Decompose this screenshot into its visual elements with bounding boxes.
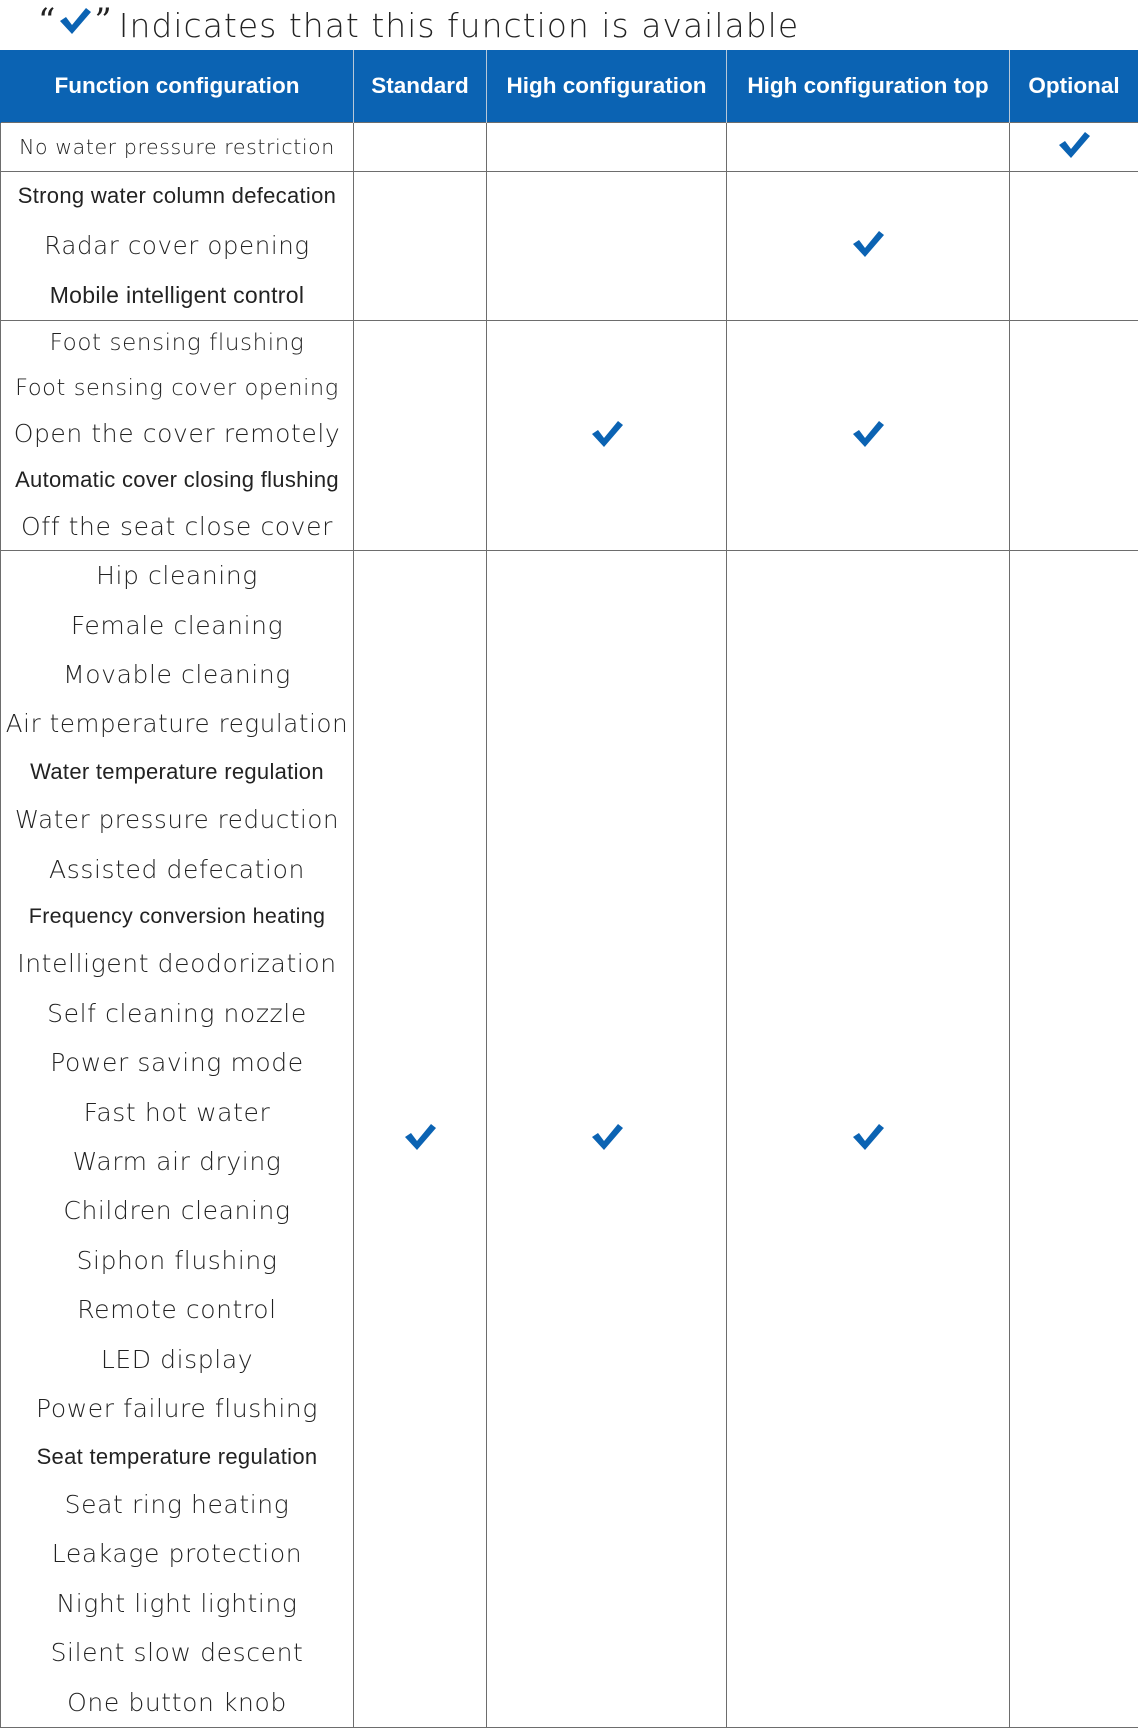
cell-high-configuration-top (727, 321, 1010, 551)
table-row (1, 123, 1138, 172)
table-header-row (1, 50, 1138, 123)
feature-label: Power failure flushing (36, 1394, 318, 1424)
header-high-configuration: High configuration (487, 50, 727, 123)
header-function-configuration: Function configuration (1, 50, 354, 123)
feature-label: Warm air drying (72, 1147, 282, 1177)
feature-label: Foot sensing flushing (49, 330, 305, 357)
feature-label: Children cleaning (63, 1196, 291, 1226)
feature-label: Radar cover opening (44, 231, 310, 260)
feature-label: Off the seat close cover (21, 511, 333, 541)
cell-high-configuration (487, 321, 727, 551)
feature-label: One button knob (67, 1687, 287, 1717)
cell-optional (1010, 172, 1138, 321)
feature-label: Seat temperature regulation (36, 1443, 318, 1469)
feature-label: Frequency conversion heating (28, 904, 326, 929)
feature-label: Movable cleaning (63, 660, 291, 690)
feature-label: Assisted defecation (49, 854, 305, 884)
feature-cell (1, 321, 354, 551)
feature-label: Air temperature regulation (5, 709, 349, 739)
legend-open-quote: “ (38, 1, 57, 41)
feature-label: Mobile intelligent control (49, 282, 305, 308)
feature-label: Self cleaning nozzle (47, 998, 307, 1028)
feature-label: Automatic cover closing flushing (15, 467, 339, 493)
feature-label: Siphon flushing (76, 1245, 278, 1275)
feature-label: Night light lighting (56, 1588, 298, 1618)
feature-label: Strong water column defecation (17, 183, 337, 208)
checkmark-icon (851, 229, 885, 259)
checkmark-icon (590, 1122, 624, 1152)
feature-label: Seat ring heating (64, 1489, 290, 1519)
table-row (1, 172, 1138, 321)
feature-label: Water temperature regulation (30, 758, 324, 784)
cell-high-configuration (487, 123, 727, 172)
legend (38, 0, 799, 50)
header-standard: Standard (354, 50, 487, 123)
cell-high-configuration (487, 551, 727, 1728)
feature-label: Foot sensing cover opening (15, 374, 339, 401)
cell-standard (354, 551, 487, 1728)
feature-label: Silent slow descent (50, 1638, 304, 1668)
cell-high-configuration-top (727, 172, 1010, 321)
feature-label: Water pressure reduction (14, 805, 340, 835)
feature-cell (1, 551, 354, 1728)
cell-standard (354, 123, 487, 172)
cell-high-configuration-top (727, 551, 1010, 1728)
header-high-configuration-top: High configuration top (727, 50, 1010, 123)
feature-cell (1, 172, 354, 321)
checkmark-icon (403, 1122, 437, 1152)
table-row (1, 321, 1138, 551)
cell-high-configuration-top (727, 123, 1010, 172)
feature-label: Intelligent deodorization (17, 949, 337, 979)
feature-list (1, 172, 353, 320)
checkmark-icon (58, 6, 92, 36)
feature-label: Fast hot water (83, 1097, 271, 1127)
feature-list (1, 551, 353, 1727)
legend-close-quote: ” (94, 1, 113, 41)
legend-text: Indicates that this function is available (118, 5, 800, 45)
feature-label: LED display (100, 1344, 254, 1374)
feature-label: Remote control (77, 1295, 277, 1325)
cell-high-configuration (487, 172, 727, 321)
cell-standard (354, 172, 487, 321)
checkmark-icon (590, 419, 624, 449)
checkmark-icon (1057, 130, 1091, 160)
cell-standard (354, 321, 487, 551)
checkmark-icon (851, 1122, 885, 1152)
cell-optional (1010, 321, 1138, 551)
feature-list (1, 123, 353, 171)
feature-list (1, 321, 353, 550)
checkmark-icon (851, 419, 885, 449)
feature-label: Leakage protection (51, 1539, 303, 1569)
feature-label: Female cleaning (70, 610, 284, 640)
header-optional: Optional (1010, 50, 1138, 123)
feature-cell (1, 123, 354, 172)
feature-label: Hip cleaning (96, 561, 258, 591)
feature-label: Open the cover remotely (13, 419, 341, 449)
feature-label: Power saving mode (50, 1048, 304, 1078)
function-configuration-table (0, 50, 1138, 1728)
table-row (1, 551, 1138, 1728)
cell-optional (1010, 551, 1138, 1728)
feature-label: No water pressure restriction (19, 135, 335, 159)
cell-optional (1010, 123, 1138, 172)
